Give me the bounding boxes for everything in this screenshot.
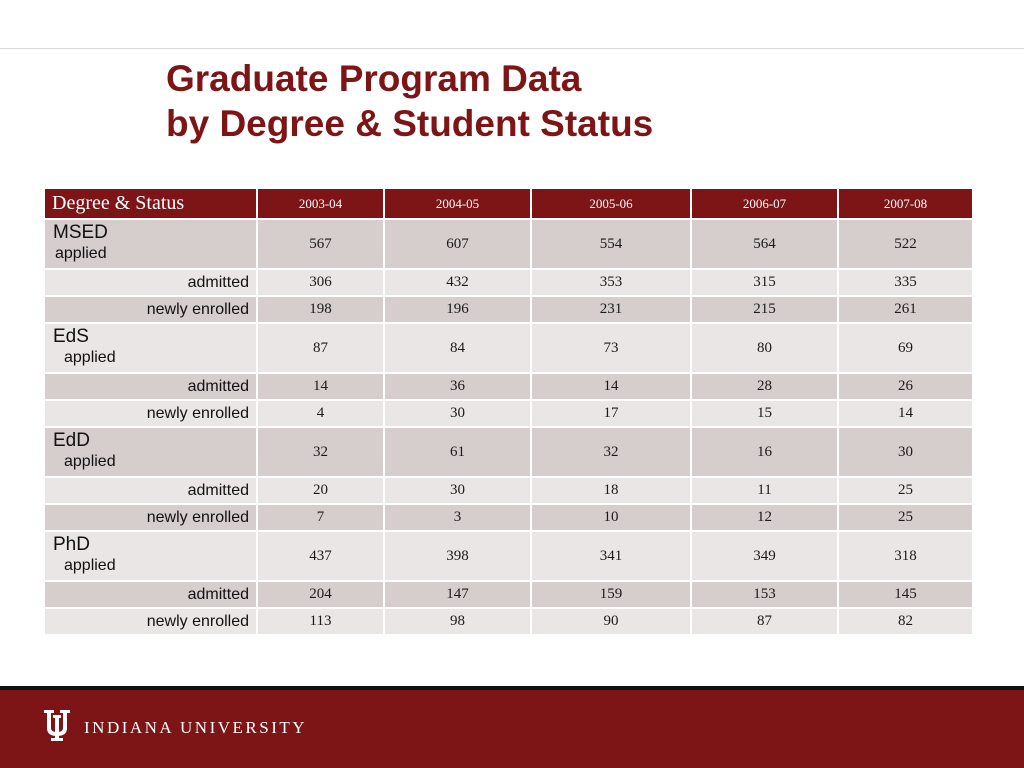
status-label-admitted: admitted <box>44 269 257 296</box>
table-cell: 353 <box>531 269 691 296</box>
graduate-data-table <box>43 187 974 636</box>
table-cell: 11 <box>691 477 838 504</box>
status-label-admitted: admitted <box>44 477 257 504</box>
status-label-applied: applied <box>64 557 116 574</box>
table-row-eds-applied <box>44 323 973 373</box>
table-cell: 30 <box>384 477 531 504</box>
table-cell: 153 <box>691 581 838 608</box>
table-cell: 14 <box>531 373 691 400</box>
table-cell: 14 <box>257 373 384 400</box>
degree-name: PhD <box>53 534 90 555</box>
table-row-eds-admitted <box>44 373 973 400</box>
table-cell: 335 <box>838 269 973 296</box>
column-header-year: 2007-08 <box>838 188 973 219</box>
table-cell: 522 <box>838 219 973 269</box>
table-cell: 12 <box>691 504 838 531</box>
row-label-cell <box>44 219 257 269</box>
table-cell: 113 <box>257 608 384 635</box>
table-cell: 147 <box>384 581 531 608</box>
university-name: INDIANA UNIVERSITY <box>84 718 308 737</box>
table-cell: 215 <box>691 296 838 323</box>
status-label-enrolled: newly enrolled <box>44 504 257 531</box>
table-cell: 61 <box>384 427 531 477</box>
column-header-degree-status: Degree & Status <box>44 188 257 219</box>
table-cell: 204 <box>257 581 384 608</box>
table-row-eds-enrolled <box>44 400 973 427</box>
column-header-year: 2006-07 <box>691 188 838 219</box>
table-cell: 87 <box>691 608 838 635</box>
table-cell: 306 <box>257 269 384 296</box>
table-cell: 26 <box>838 373 973 400</box>
table-cell: 82 <box>838 608 973 635</box>
title-line-2: by Degree & Student Status <box>166 103 654 144</box>
iu-trident-icon <box>44 710 70 744</box>
table-cell: 16 <box>691 427 838 477</box>
table-cell: 607 <box>384 219 531 269</box>
table-row-phd-enrolled <box>44 608 973 635</box>
footer-bar <box>0 690 1024 768</box>
top-divider <box>0 48 1024 49</box>
table-cell: 32 <box>531 427 691 477</box>
title-line-1: Graduate Program Data <box>166 58 582 99</box>
status-label-applied: applied <box>55 245 107 262</box>
table-cell: 315 <box>691 269 838 296</box>
table-row-msed-applied <box>44 219 973 269</box>
table-cell: 10 <box>531 504 691 531</box>
table-cell: 28 <box>691 373 838 400</box>
row-label-cell <box>44 323 257 373</box>
column-header-year: 2004-05 <box>384 188 531 219</box>
table-cell: 30 <box>384 400 531 427</box>
table-row-phd-admitted <box>44 581 973 608</box>
table-cell: 32 <box>257 427 384 477</box>
table-cell: 90 <box>531 608 691 635</box>
degree-name: MSED <box>53 222 108 243</box>
table-cell: 3 <box>384 504 531 531</box>
row-label-cell <box>44 427 257 477</box>
table-cell: 349 <box>691 531 838 581</box>
table-cell: 80 <box>691 323 838 373</box>
table-cell: 36 <box>384 373 531 400</box>
table-cell: 564 <box>691 219 838 269</box>
status-label-enrolled: newly enrolled <box>44 296 257 323</box>
table-cell: 318 <box>838 531 973 581</box>
status-label-enrolled: newly enrolled <box>44 400 257 427</box>
table-cell: 69 <box>838 323 973 373</box>
table-row-edd-enrolled <box>44 504 973 531</box>
status-label-admitted: admitted <box>44 373 257 400</box>
table-cell: 432 <box>384 269 531 296</box>
table-cell: 30 <box>838 427 973 477</box>
table-row-edd-applied <box>44 427 973 477</box>
table-cell: 84 <box>384 323 531 373</box>
degree-name: EdD <box>53 430 90 451</box>
row-label-cell <box>44 531 257 581</box>
table-cell: 196 <box>384 296 531 323</box>
status-label-admitted: admitted <box>44 581 257 608</box>
table-cell: 159 <box>531 581 691 608</box>
table-header-row <box>44 188 973 219</box>
table-cell: 554 <box>531 219 691 269</box>
table-cell: 87 <box>257 323 384 373</box>
table-cell: 15 <box>691 400 838 427</box>
table-cell: 145 <box>838 581 973 608</box>
table-cell: 98 <box>384 608 531 635</box>
status-label-enrolled: newly enrolled <box>44 608 257 635</box>
status-label-applied: applied <box>64 453 116 470</box>
table-cell: 231 <box>531 296 691 323</box>
table-cell: 73 <box>531 323 691 373</box>
table-cell: 4 <box>257 400 384 427</box>
table-cell: 398 <box>384 531 531 581</box>
table-cell: 198 <box>257 296 384 323</box>
slide-title <box>166 56 653 146</box>
table-cell: 25 <box>838 504 973 531</box>
table-cell: 567 <box>257 219 384 269</box>
column-header-year: 2003-04 <box>257 188 384 219</box>
table-cell: 17 <box>531 400 691 427</box>
column-header-year: 2005-06 <box>531 188 691 219</box>
table-cell: 25 <box>838 477 973 504</box>
table-cell: 341 <box>531 531 691 581</box>
table-cell: 437 <box>257 531 384 581</box>
table-cell: 261 <box>838 296 973 323</box>
table-row-msed-enrolled <box>44 296 973 323</box>
table-cell: 20 <box>257 477 384 504</box>
table-row-phd-applied <box>44 531 973 581</box>
table-row-msed-admitted <box>44 269 973 296</box>
table-row-edd-admitted <box>44 477 973 504</box>
table-cell: 7 <box>257 504 384 531</box>
status-label-applied: applied <box>64 349 116 366</box>
table-cell: 14 <box>838 400 973 427</box>
degree-name: EdS <box>53 326 89 347</box>
table-cell: 18 <box>531 477 691 504</box>
